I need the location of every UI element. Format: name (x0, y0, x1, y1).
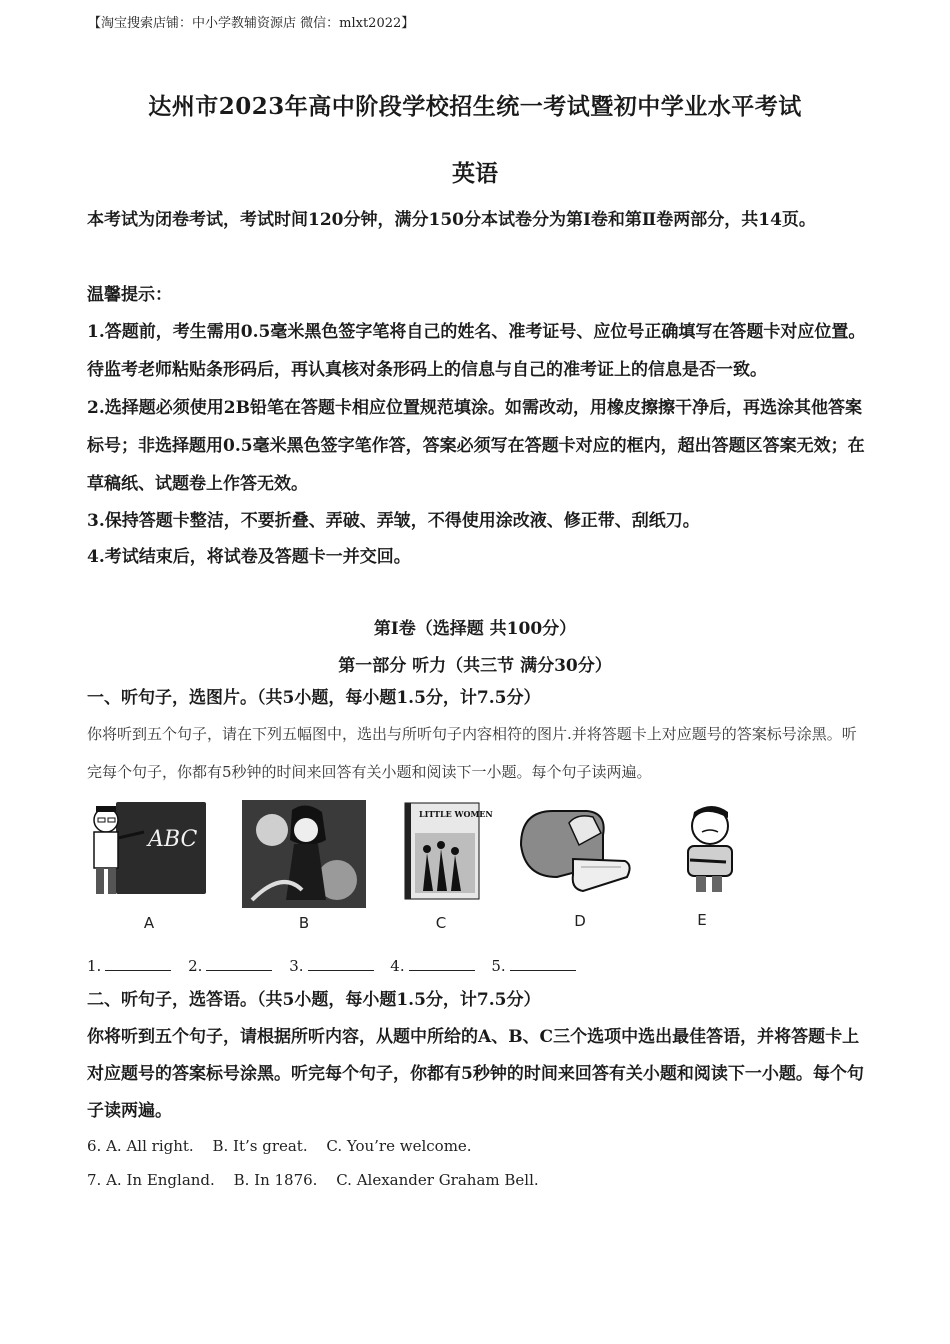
picture-e-boy (672, 802, 746, 894)
blank-line (308, 956, 374, 971)
part-heading: 第一部分 听力（共三节 满分30分） (338, 656, 612, 676)
question-7-option-b[interactable]: B. In 1876. (233, 1171, 318, 1189)
answer-blanks (87, 956, 588, 975)
question-7 (87, 1171, 553, 1189)
question-6-number: 6. (87, 1137, 102, 1155)
watermark-text: 【淘宝搜索店铺：中小学教辅资源店 微信：mlxt2022】 (88, 16, 415, 31)
picture-b-singer (242, 800, 366, 908)
section2-heading-text: 二、听句子，选答语。（共5小题，每小题1.5分，计7.5分） (87, 990, 541, 1010)
blank-line (409, 956, 475, 971)
board-text: ABC (148, 827, 198, 852)
picture-a-label: A (143, 914, 155, 932)
question-7-option-c[interactable]: C. Alexander Graham Bell. (336, 1171, 539, 1189)
blank-1[interactable] (87, 956, 171, 975)
question-7-number: 7. (87, 1171, 102, 1189)
blank-line (105, 956, 171, 971)
question-6 (87, 1137, 486, 1155)
book-title: LITTLE WOMEN (419, 809, 493, 819)
picture-c-label: C (435, 914, 447, 932)
tip-1: 1.答题前，考生需用0.5毫米黑色签字笔将自己的姓名、准考证号、应位号正确填写在答题卡对应位置。待监考老师粘贴条形码后，再认真核对条形码上的信息与自己的准考证上的信息是否一致。 (87, 322, 866, 380)
blank-3-number: 3. (289, 957, 304, 975)
tip-3: 3.保持答题卡整洁，不要折叠、弄破、弄皱，不得使用涂改液、修正带、刮纸刀。 (87, 511, 700, 531)
question-6-option-c[interactable]: C. You’re welcome. (326, 1137, 472, 1155)
tips-block (87, 277, 867, 575)
blank-2-number: 2. (188, 957, 203, 975)
section1-instructions (87, 715, 867, 791)
blank-line (510, 956, 576, 971)
section2-instructions-text: 你将听到五个句子，请根据所听内容，从题中所给的A、B、C三个选项中选出最佳答语，并将答题卡上对应题号的答案标号涂黑。听完每个句子，你都有5秒钟的时间来回答有关小题和阅读下一小题。每个句子读两遍。 (87, 1027, 864, 1121)
blank-3[interactable] (289, 956, 373, 975)
picture-e-label: E (697, 911, 707, 929)
exam-subject: 英语 (452, 160, 498, 187)
picture-c-book (405, 803, 493, 899)
blank-4[interactable] (390, 956, 474, 975)
section1-instructions-text: 你将听到五个句子，请在下列五幅图中，选出与所听句子内容相符的图片.并将答题卡上对应题号的答案标号涂黑。听完每个句子，你都有5秒钟的时间来回答有关小题和阅读下一小题。每个句子读两遍。 (87, 725, 857, 781)
question-7-option-a[interactable]: A. In England. (106, 1171, 215, 1189)
blank-1-number: 1. (87, 957, 102, 975)
exam-title: 达州市2023年高中阶段学校招生统一考试暨初中学业水平考试 (148, 93, 802, 120)
blank-5[interactable] (491, 956, 575, 975)
section2-heading (87, 982, 867, 1018)
blank-2[interactable] (188, 956, 272, 975)
exam-intro (87, 201, 867, 239)
blank-5-number: 5. (491, 957, 506, 975)
picture-b-label: B (298, 914, 310, 932)
tip-4: 4.考试结束后，将试卷及答题卡一并交回。 (87, 547, 411, 567)
blank-4-number: 4. (390, 957, 405, 975)
picture-a-teacher (86, 798, 208, 898)
blank-line (206, 956, 272, 971)
section1-heading (87, 680, 867, 716)
section2-instructions (87, 1019, 867, 1130)
picture-d-label: D (574, 912, 586, 930)
volume-heading: 第Ⅰ卷（选择题 共100分） (373, 619, 577, 639)
tips-heading: 温馨提示： (87, 285, 172, 305)
section1-heading-text: 一、听句子，选图片。（共5小题，每小题1.5分，计7.5分） (87, 688, 541, 708)
tip-2: 2.选择题必须使用2B铅笔在答题卡相应位置规范填涂。如需改动，用橡皮擦擦干净后，再选涂其他答案标号；非选择题用0.5毫米黑色签字笔作答，答案必须写在答题卡对应的框内，超出答题区答案无效；在草稿纸、试题卷上作答无效。 (87, 398, 865, 494)
intro-text: 本考试为闭卷考试，考试时间120分钟，满分150分本试卷分为第Ⅰ卷和第Ⅱ卷两部分，共14页。 (87, 210, 816, 230)
picture-d-bread (517, 805, 635, 895)
question-6-option-a[interactable]: A. All right. (106, 1137, 194, 1155)
question-6-option-b[interactable]: B. It’s great. (212, 1137, 308, 1155)
